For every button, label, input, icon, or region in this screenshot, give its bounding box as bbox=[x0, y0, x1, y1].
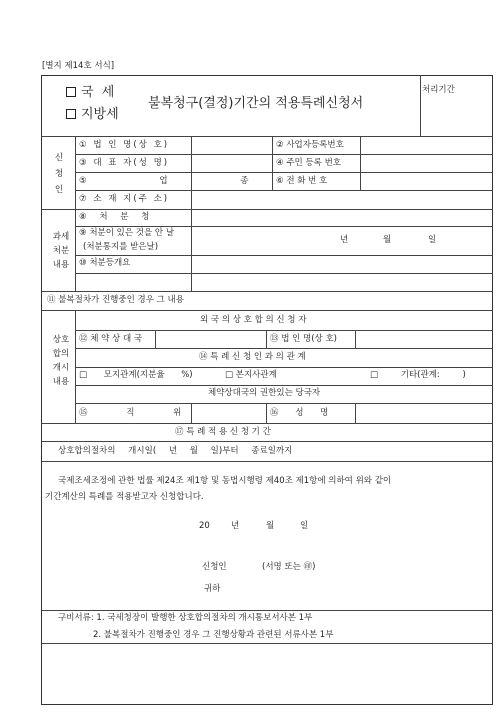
divider bbox=[75, 209, 76, 291]
relation-other-option[interactable]: □ 기타(관계: ) bbox=[370, 370, 466, 380]
authority-header: 체약상대국의 권한있는 당국자 bbox=[208, 388, 321, 398]
address-label: ⑦ 소 재 지(주 소) bbox=[79, 194, 170, 204]
divider bbox=[41, 441, 493, 442]
relation-branch-option[interactable]: □ 본지사관계 bbox=[225, 370, 277, 380]
divider bbox=[75, 385, 493, 386]
corp-name-label: ① 법 인 명(상 호) bbox=[79, 140, 170, 150]
divider bbox=[75, 348, 493, 349]
checkbox-icon[interactable] bbox=[66, 109, 76, 119]
divider bbox=[75, 330, 493, 331]
signer-label: 신청인 bbox=[202, 562, 227, 572]
date-known-sub-label: (처분통지를 받은날) bbox=[83, 242, 159, 252]
date-month-unit: 월 bbox=[383, 235, 392, 245]
divider bbox=[420, 75, 421, 136]
tax-option-local[interactable]: 지방세 bbox=[66, 108, 119, 121]
divider bbox=[191, 190, 192, 209]
divider bbox=[191, 403, 192, 423]
attachment-line-1: 구비서류: 1. 국세청장이 발행한 상호합의절차의 개시통보서사본 1부 bbox=[58, 613, 313, 623]
relation-header: ⑭ 특 례 신 청 인 과 의 관 계 bbox=[199, 352, 306, 362]
divider bbox=[75, 154, 493, 155]
divider bbox=[75, 403, 493, 404]
divider bbox=[41, 461, 493, 462]
application-date-year: 20 bbox=[199, 521, 210, 531]
checkbox-icon[interactable] bbox=[66, 87, 76, 97]
divider bbox=[41, 209, 493, 210]
period-header: ⑰ 특 례 적 용 신 청 기 간 bbox=[175, 427, 271, 437]
signature-note: (서명 또는 ㊞) bbox=[262, 562, 316, 572]
divider bbox=[75, 172, 493, 173]
date-year-unit: 년 bbox=[340, 235, 349, 245]
divider bbox=[272, 136, 273, 190]
divider bbox=[266, 330, 267, 348]
industry-label: ⑤ 업 종 bbox=[79, 176, 249, 186]
divider bbox=[75, 190, 493, 191]
processing-period-label: 처리기간 bbox=[422, 85, 455, 95]
divider bbox=[75, 255, 493, 256]
disposition-office-label: ⑧ 처 분 청 bbox=[79, 212, 155, 222]
relation-parent-option[interactable]: □ 모지관계(지분율 %) bbox=[79, 370, 193, 380]
foreign-applicant-header: 외 국 의 상 호 합 의 신 청 자 bbox=[200, 315, 307, 325]
tax-option-national[interactable]: 국 세 bbox=[66, 86, 116, 99]
position-label: ⑮ 직 위 bbox=[79, 408, 182, 418]
application-date-year-unit: 년 bbox=[231, 521, 240, 531]
divider bbox=[266, 403, 267, 423]
applicant-section-label: 신청인 bbox=[54, 153, 64, 195]
attachment-line-2: 2. 불복절차가 진행중인 경우 그 진행상황과 관련된 서류사본 1부 bbox=[93, 630, 334, 640]
divider bbox=[75, 367, 493, 368]
foreign-corp-name-label: ⑬ 법 인 명(상 호) bbox=[270, 334, 337, 344]
divider bbox=[155, 330, 156, 348]
divider bbox=[41, 610, 493, 611]
disposition-summary-label: ⑩ 처분등개요 bbox=[79, 258, 131, 268]
divider bbox=[41, 310, 493, 311]
application-date-day-unit: 일 bbox=[300, 521, 309, 531]
divider bbox=[360, 136, 361, 190]
form-caption: [별지 제14호 서식] bbox=[42, 61, 115, 71]
date-known-label: ⑨ 처분이 있은 것을 안 날 bbox=[79, 228, 175, 238]
divider bbox=[75, 273, 493, 274]
representative-label: ③ 대 표 자(성 명) bbox=[79, 158, 170, 168]
divider bbox=[75, 226, 493, 227]
divider bbox=[41, 643, 493, 644]
application-date-month-unit: 월 bbox=[266, 521, 275, 531]
business-reg-label: ② 사업자등록번호 bbox=[276, 140, 344, 150]
declaration-line-2: 기간계산의 특례를 적용받고자 신청합니다. bbox=[45, 492, 204, 502]
recipient-label: 귀하 bbox=[204, 584, 221, 594]
divider bbox=[355, 330, 356, 348]
resident-reg-label: ④ 주민 등록 번호 bbox=[276, 158, 341, 168]
period-text: 상호합의절차의 개시일( 년 월 일)부터 종료일까지 bbox=[58, 446, 293, 456]
date-day-unit: 일 bbox=[428, 235, 437, 245]
treaty-country-label: ⑫ 체 약 상 대 국 bbox=[79, 334, 143, 344]
phone-label: ⑥ 전 화 번 호 bbox=[276, 176, 328, 186]
divider bbox=[191, 209, 192, 291]
divider bbox=[41, 136, 493, 137]
declaration-line-1: 국제조세조정에 관한 법률 제24조 제1항 및 동법시행령 제40조 제1항에 의하여 위와 같이 bbox=[58, 476, 392, 486]
disposition-section-label: 과세처분내용 bbox=[52, 232, 70, 270]
divider bbox=[355, 403, 356, 423]
form-title: 불복청구(결정)기간의 적용특례신청서 bbox=[148, 96, 364, 111]
divider bbox=[41, 291, 493, 292]
appeal-note-label: ⑪ 불복절차가 진행중인 경우 그 내용 bbox=[47, 295, 184, 305]
official-name-label: ⑯ 성 명 bbox=[270, 408, 329, 418]
mutual-section-label: 상호합의개시내용 bbox=[52, 335, 70, 387]
divider bbox=[41, 423, 493, 424]
